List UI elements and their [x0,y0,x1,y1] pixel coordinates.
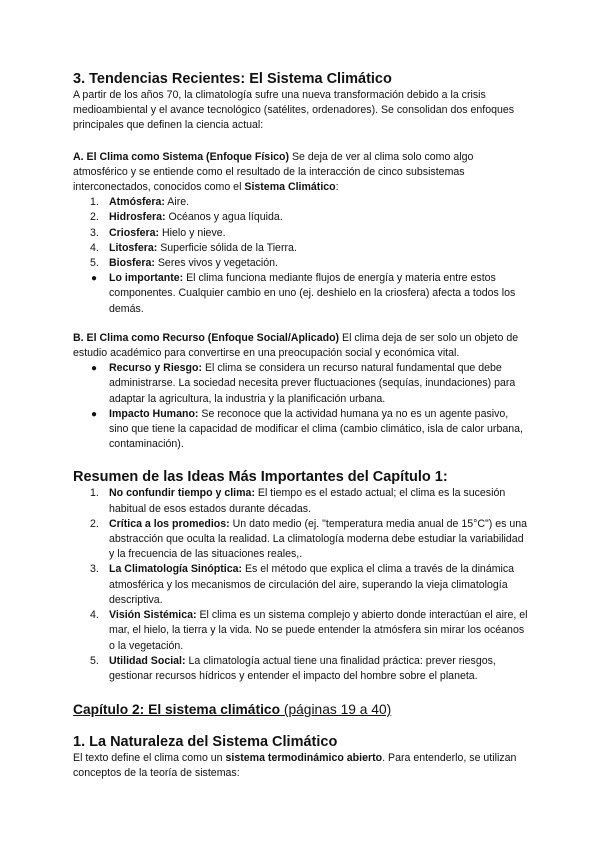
list-item [73,241,529,256]
part-b-paragraph [73,331,529,361]
list-number: 3. [90,226,99,239]
part-a-paragraph [73,150,529,196]
item-text: Superficie sólida de la Tierra. [157,241,297,254]
part-a-term: Sistema Climático [244,181,336,194]
item-label: Hidrosfera: [109,211,166,224]
list-item [73,226,529,241]
section-heading-naturaleza: 1. La Naturaleza del Sistema Climático [73,734,338,751]
list-item [73,256,529,271]
item-label: Atmósfera: [109,196,165,209]
intro-bold-term: sistema termodinámico abierto [225,752,383,765]
bullet-label: Recurso y Riesgo: [109,362,203,375]
summary-list [73,486,529,684]
chapter2-title [73,701,529,719]
bullet-text: El clima funciona mediante flujos de energía y materia entre estos componentes. Cualquier cambio en uno (ej. deshielo en la criosfera) afecta a todos los demás. [109,272,516,315]
item-label: Biosfera: [109,257,155,270]
list-item [73,517,529,563]
part-b-text: El clima deja de ser solo un objeto de estudio académico para convertirse en una preocupación social y económica vital. [73,331,519,360]
item-text: El tiempo es el estado actual; el clima es la sucesión habitual de esos estados durante décadas. [109,487,506,515]
part-a-title: A. El Clima como Sistema (Enfoque Físico) [73,150,290,163]
bullet-icon: ● [91,363,98,375]
item-text: Es el método que explica el clima a través de la dinámica atmosférica y los mecanismos de circulación del aire, superando la vieja climatología descriptiva. [109,563,515,606]
bullet-icon: ● [91,273,98,285]
bullet-text: El clima se considera un recurso natural fundamental que debe administrarse. La sociedad necesita prever fluctuaciones (sequías, inundaciones) para adaptar la agricultura, la industria y la planificación urbana. [109,362,516,405]
part-b-title: B. El Clima como Recurso (Enfoque Social/Aplicado) [73,331,340,344]
section-heading-tendencias: 3. Tendencias Recientes: El Sistema Climático [73,71,392,87]
list-number: 5. [90,654,99,667]
summary-heading: Resumen de las Ideas Más Importantes del Capítulo 1: [73,469,448,486]
part-a-text: Se deja de ver al clima solo como algo atmosférico y se entiende como el resultado de la interacción de cinco subsistemas interconectados, conocidos como el [73,150,474,194]
page-content [73,70,529,782]
list-number: 1. [90,487,99,500]
bullet-label: Lo importante: [109,272,184,285]
item-label: Crítica a los promedios: [109,517,230,530]
list-number: 4. [90,609,99,622]
list-number: 2. [90,211,99,224]
item-text: Hielo y nieve. [159,226,226,239]
chapter2-title-text: Capítulo 2: El sistema climático [73,702,281,718]
item-label: Visión Sistémica: [109,609,197,622]
chapter2-intro [73,751,529,781]
part-a-colon: : [335,181,339,194]
bullet-item [73,361,529,407]
item-text: Océanos y agua líquida. [165,211,283,224]
item-text: Seres vivos y vegetación. [154,257,278,270]
list-item [73,210,529,225]
bullet-label: Impacto Humano: [109,407,199,420]
item-label: Litosfera: [109,241,158,254]
part-b-bullets [73,361,529,452]
item-label: No confundir tiempo y clima: [109,487,255,500]
list-number: 4. [90,241,99,254]
list-item [73,562,529,608]
list-number: 1. [90,196,99,209]
list-item [73,654,529,684]
intro-text: El texto define el clima como un [73,752,226,765]
list-number: 5. [90,257,99,270]
bullet-item [73,271,529,317]
item-text: La climatología actual tiene una finalidad práctica: prever riesgos, gestionar recursos hídricos y entender el impacto del hombre sobre el planeta. [109,654,496,682]
list-item [73,195,529,210]
list-item [73,486,529,516]
list-number: 2. [90,517,99,530]
bullet-text: Se reconoce que la actividad humana ya no es un agente pasivo, sino que tiene la capacidad de modificar el clima (cambio climático, isla de calor urbana, contaminación). [109,407,523,451]
bullet-item [73,407,529,453]
list-number: 3. [90,563,99,576]
chapter2-pages: (páginas 19 a 40) [280,702,392,718]
item-label: La Climatología Sinóptica: [109,563,243,576]
item-label: Utilidad Social: [109,654,186,667]
item-label: Criosfera: [109,226,160,239]
item-text: Un dato medio (ej. "temperatura media anual de 15°C") es una abstracción que oculta la realidad. La climatología moderna debe estudiar la variabilidad y la frecuencia de las situaciones reales,. [109,517,528,561]
bullet-icon: ● [91,408,98,420]
intro-text-end: . Para entenderlo, se utilizan conceptos de la teoría de sistemas: [73,752,517,780]
list-item [73,608,529,654]
item-text: El clima es un sistema complejo y abierto donde interactúan el aire, el mar, el hielo, la tierra y la vida. No se puede entender la atmósfera sin mirar los océanos o la vegetación. [109,609,528,652]
part-a-bullets [73,271,529,317]
subsystem-list [73,195,529,271]
item-text: Aire. [164,196,190,209]
section-intro: A partir de los años 70, la climatología sufre una nueva transformación debido a la crisis medioambiental y el avance tecnológico (satélites, ordenadores). Se consolidan dos enfoques principales que definen la ciencia actual: [73,89,515,132]
